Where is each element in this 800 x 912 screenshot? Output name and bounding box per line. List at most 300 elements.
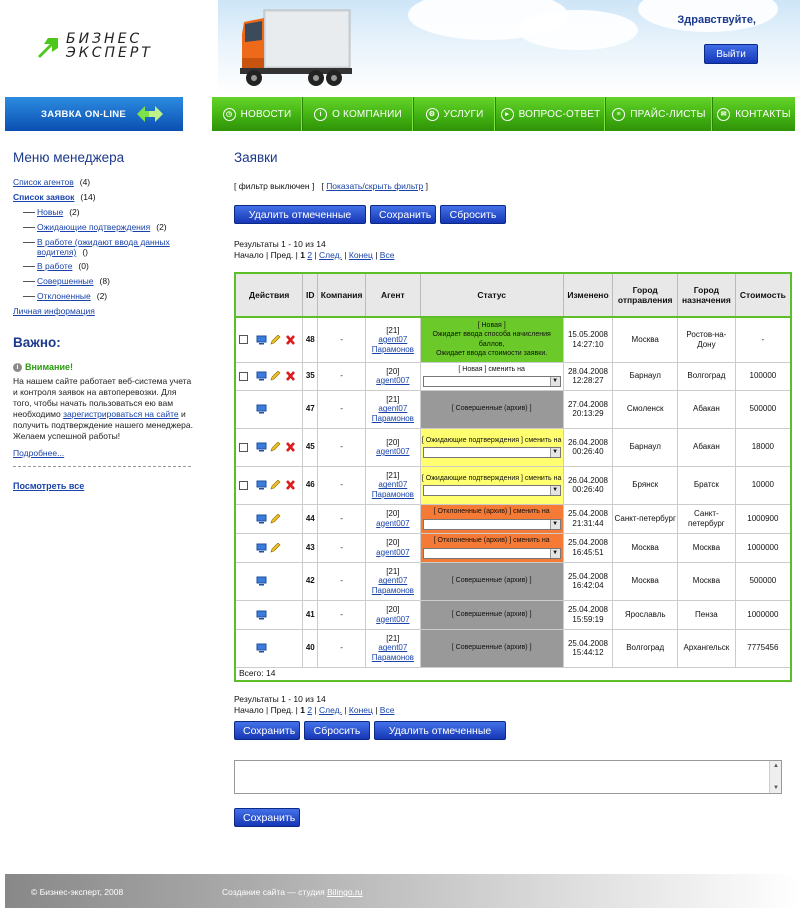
row-actions [235, 390, 303, 428]
edit-icon[interactable] [270, 442, 281, 452]
pager-end[interactable]: Конец [348, 705, 373, 715]
agent-number: [20] [386, 538, 400, 547]
nav-item-prices[interactable] [606, 97, 713, 131]
nav-label: О КОМПАНИИ [332, 108, 402, 120]
changed-time: 21:31:44 [572, 518, 604, 528]
pager-page-2[interactable]: 2 [307, 250, 313, 260]
sidebar-link-completed[interactable]: Совершенные [37, 276, 94, 286]
table-row [235, 428, 791, 466]
main-content [234, 150, 792, 824]
row-to: Ростов-на-Дону [678, 317, 736, 362]
pager-start: Начало [234, 250, 264, 260]
edit-icon[interactable] [270, 514, 281, 524]
delete-icon[interactable] [285, 335, 296, 345]
view-icon[interactable] [256, 404, 267, 414]
pager-end[interactable]: Конец [348, 250, 373, 260]
info-icon: i [314, 108, 327, 121]
header-changed: Изменено [563, 273, 613, 317]
sidebar-link-personal[interactable]: Личная информация [13, 306, 95, 316]
logo-arrow-icon [34, 34, 60, 60]
reset-button[interactable]: Сбросить [440, 205, 506, 224]
header-status: Статус [420, 273, 563, 317]
status-label: [ Совершенные (архив) ] [451, 405, 532, 413]
row-agent [366, 533, 421, 562]
agent-number: [21] [386, 633, 400, 643]
save-comment-button[interactable]: Сохранить [234, 808, 300, 827]
row-changed [563, 390, 613, 428]
row-cost: 10000 [735, 466, 791, 504]
agent-name-link[interactable]: Парамонов [371, 652, 414, 662]
header-company: Компания [318, 273, 366, 317]
row-id: 43 [303, 533, 318, 562]
table-row [235, 466, 791, 504]
chevron-down-icon: ▼ [550, 549, 560, 558]
agent-number: [21] [386, 325, 400, 335]
sidebar-count: (2) [69, 207, 80, 217]
changed-time: 16:42:04 [572, 581, 604, 590]
row-to: Абакан [678, 390, 736, 428]
edit-icon[interactable] [270, 480, 281, 490]
save-button[interactable]: Сохранить [370, 205, 436, 224]
total-count: Всего: 14 [235, 667, 791, 681]
row-changed [563, 362, 613, 390]
row-cost: - [735, 317, 791, 362]
row-changed [563, 317, 613, 362]
edit-icon[interactable] [270, 371, 281, 381]
agent-link[interactable]: agent07 [378, 643, 408, 653]
table-row [235, 504, 791, 533]
row-from: Смоленск [613, 390, 678, 428]
changed-time: 00:26:40 [572, 447, 604, 456]
row-agent [366, 390, 421, 428]
changed-date: 25.04.2008 [567, 509, 608, 518]
changed-time: 14:27:10 [572, 339, 604, 349]
made-by-text: Создание сайта — студия [222, 887, 325, 897]
agent-number: [20] [386, 509, 400, 518]
view-icon[interactable] [256, 442, 267, 452]
agent-name-link[interactable]: Парамонов [371, 585, 414, 595]
info-icon: i [13, 363, 22, 372]
table-row [235, 317, 791, 362]
row-company: - [318, 533, 366, 562]
header-from: Город отправления [613, 273, 678, 317]
view-icon[interactable] [256, 543, 267, 553]
row-from: Барнаул [613, 362, 678, 390]
row-company: - [318, 562, 366, 600]
important-title: Важно: [13, 335, 61, 350]
table-header-row [235, 273, 791, 317]
row-id: 35 [303, 362, 318, 390]
made-by [222, 887, 363, 897]
pager-page-2[interactable]: 2 [307, 705, 313, 715]
nav-item-contacts[interactable] [713, 97, 795, 131]
row-agent [366, 504, 421, 533]
main-nav [212, 97, 795, 131]
agent-link[interactable]: agent007 [376, 518, 410, 528]
row-changed [563, 466, 613, 504]
row-changed [563, 562, 613, 600]
studio-link[interactable]: Bilingo.ru [327, 887, 363, 897]
changed-date: 27.04.2008 [567, 399, 608, 409]
row-status [420, 562, 563, 600]
row-to: Братск [678, 466, 736, 504]
table-row [235, 562, 791, 600]
table-row [235, 390, 791, 428]
results-block-bottom [234, 694, 394, 716]
pager-next[interactable]: След. [318, 705, 342, 715]
view-icon[interactable] [256, 576, 267, 586]
attention-text: Внимание! [25, 362, 73, 372]
order-online-label: ЗАЯВКА ON-LINE [41, 109, 127, 120]
row-from: Москва [613, 317, 678, 362]
view-icon[interactable] [256, 371, 267, 381]
row-to: Москва [678, 562, 736, 600]
notice-part1: На нашем сайте работает веб-система учета и контроля заявок на автоперевозки. Для того, чтобы начать пользоваться ею вам необходимо [13, 376, 192, 419]
row-cost: 500000 [735, 390, 791, 428]
row-to: Пенза [678, 600, 736, 629]
sidebar-count: (8) [99, 276, 110, 286]
results-block-top [234, 239, 394, 261]
mail-icon: ✉ [717, 108, 730, 121]
status-label: [ Ожидающие подтверждения ] сменить на [421, 474, 562, 482]
view-all-link[interactable]: Посмотреть все [13, 481, 85, 491]
sidebar-title: Меню менеджера [13, 150, 125, 165]
changed-date: 26.04.2008 [567, 437, 608, 447]
row-agent [366, 629, 421, 667]
sidebar-link-agents[interactable]: Список агентов [13, 177, 74, 187]
nav-label: УСЛУГИ [443, 108, 484, 120]
pager-start: Начало [234, 705, 264, 715]
save-button[interactable]: Сохранить [234, 721, 300, 740]
nav-label: КОНТАКТЫ [735, 108, 791, 120]
row-from: Санкт-петербург [613, 504, 678, 533]
nav-item-news[interactable] [212, 97, 303, 131]
agent-name-link[interactable]: Парамонов [371, 344, 414, 354]
attention-label [13, 362, 193, 372]
status-label: [ Совершенные (архив) ] [451, 644, 532, 652]
status-select[interactable] [423, 519, 561, 530]
status-select[interactable] [423, 548, 561, 559]
filter-bracket-close: ] [425, 181, 429, 191]
row-agent [366, 600, 421, 629]
row-changed [563, 504, 613, 533]
changed-time: 00:26:40 [572, 485, 604, 494]
status-label: [ Отклоненные (архив) ] сменить на [433, 537, 550, 545]
row-from: Барнаул [613, 428, 678, 466]
reset-button[interactable]: Сбросить [304, 721, 370, 740]
row-changed [563, 428, 613, 466]
row-agent [366, 466, 421, 504]
row-to: Санкт-петербург [678, 504, 736, 533]
row-actions [235, 466, 303, 504]
footer [5, 874, 800, 908]
delete-icon[interactable] [285, 480, 296, 490]
view-icon[interactable] [256, 514, 267, 524]
notice-text [13, 376, 193, 442]
row-cost: 18000 [735, 428, 791, 466]
delete-icon[interactable] [285, 442, 296, 452]
changed-date: 26.04.2008 [567, 475, 608, 485]
status-label: [ Ожидающие подтверждения ] сменить на [421, 436, 562, 444]
nav-label: НОВОСТИ [240, 108, 292, 120]
greeting-text: Здравствуйте, [677, 14, 756, 26]
pager: Начало | Пред. | 1 2 | След. | Конец | Все [234, 705, 395, 715]
gear-icon: ⚙ [426, 108, 439, 121]
table-row [235, 629, 791, 667]
row-status [420, 362, 563, 390]
row-cost: 1000000 [735, 533, 791, 562]
logout-button[interactable]: Выйти [704, 44, 758, 64]
sidebar-count: (4) [79, 177, 91, 187]
order-online-button[interactable] [5, 97, 183, 131]
row-checkbox[interactable] [239, 443, 248, 452]
row-status [420, 390, 563, 428]
table-row [235, 533, 791, 562]
nav-item-faq[interactable] [496, 97, 606, 131]
pager-prev: Пред. [270, 250, 294, 260]
arrows-icon [135, 102, 165, 126]
view-icon[interactable] [256, 610, 267, 620]
sidebar-link-new[interactable]: Новые [37, 207, 64, 217]
play-icon: ▸ [501, 108, 514, 121]
sidebar-count: (14) [80, 192, 96, 202]
status-note: Ожидает ввода способа начисления баллов, [432, 331, 551, 348]
bottom-actions [234, 721, 506, 740]
row-id: 46 [303, 466, 318, 504]
row-company: - [318, 317, 366, 362]
logo-line2: ЭКСПЕРТ [66, 45, 153, 61]
changed-time: 12:28:27 [572, 376, 604, 385]
status-label: [ Новая ] [477, 321, 506, 329]
top-actions [234, 205, 506, 224]
table-total-row [235, 667, 791, 681]
changed-time: 16:45:51 [572, 547, 604, 557]
scroll-down-icon[interactable]: ▼ [773, 785, 779, 791]
sidebar-count: (2) [156, 222, 167, 232]
agent-name-link[interactable]: Парамонов [371, 413, 414, 423]
row-actions [235, 362, 303, 390]
row-id: 41 [303, 600, 318, 629]
clock-icon: ◷ [223, 108, 236, 121]
row-cost: 1000900 [735, 504, 791, 533]
row-id: 45 [303, 428, 318, 466]
status-select[interactable] [423, 447, 561, 458]
sidebar-count: (0) [78, 261, 89, 271]
sidebar-count: (2) [96, 291, 108, 301]
row-status [420, 533, 563, 562]
row-id: 47 [303, 390, 318, 428]
truck-image [236, 6, 356, 92]
filter-bracket-open: [ [321, 181, 324, 191]
results-count: Результаты 1 - 10 из 14 [234, 239, 326, 249]
row-company: - [318, 504, 366, 533]
agent-number: [21] [386, 470, 400, 480]
changed-date: 28.04.2008 [567, 366, 608, 376]
delete-selected-button[interactable]: Удалить отмеченные [374, 721, 506, 740]
results-count: Результаты 1 - 10 из 14 [234, 694, 326, 704]
sidebar-link-in-work-driver[interactable]: В работе (ожидают ввода данных водителя) [37, 237, 170, 257]
pager-next[interactable]: След. [318, 250, 342, 260]
list-icon: ≡ [612, 108, 625, 121]
row-company: - [318, 428, 366, 466]
more-link[interactable]: Подробнее... [13, 448, 65, 458]
row-id: 40 [303, 629, 318, 667]
row-changed [563, 600, 613, 629]
chevron-down-icon: ▼ [550, 448, 560, 457]
header-cost: Стоимость [735, 273, 791, 317]
row-to: Абакан [678, 428, 736, 466]
row-to: Архангельск [678, 629, 736, 667]
chevron-down-icon: ▼ [550, 486, 560, 495]
copyright: © Бизнес-эксперт, 2008 [31, 887, 124, 897]
row-company: - [318, 600, 366, 629]
changed-date: 25.04.2008 [567, 638, 608, 648]
row-from: Москва [613, 533, 678, 562]
status-label: [ Новая ] сменить на [458, 365, 525, 373]
header-agent: Агент [366, 273, 421, 317]
agent-link[interactable]: agent07 [378, 335, 408, 344]
nav-label: ПРАЙС-ЛИСТЫ [630, 108, 706, 120]
comment-scrollbar[interactable] [769, 761, 781, 793]
view-icon[interactable] [256, 643, 267, 653]
row-company: - [318, 466, 366, 504]
sidebar-link-rejected[interactable]: Отклоненные [37, 291, 91, 301]
edit-icon[interactable] [270, 335, 281, 345]
agent-link[interactable]: agent07 [378, 404, 408, 414]
row-checkbox[interactable] [239, 481, 248, 490]
agent-number: [21] [386, 566, 400, 576]
sidebar-divider [13, 466, 191, 467]
status-label: [ Совершенные (архив) ] [451, 577, 532, 585]
row-changed [563, 629, 613, 667]
row-from: Волгоград [613, 629, 678, 667]
sidebar-link-orders[interactable]: Список заявок [13, 192, 75, 202]
comment-actions [234, 808, 300, 827]
filter-state: [ фильтр выключен ] [234, 181, 315, 191]
row-cost: 500000 [735, 562, 791, 600]
delete-selected-button[interactable]: Удалить отмеченные [234, 205, 366, 224]
row-to: Волгоград [678, 362, 736, 390]
delete-icon[interactable] [285, 371, 296, 381]
sidebar-link-in-work[interactable]: В работе [37, 261, 73, 271]
status-select[interactable] [423, 485, 561, 496]
header-actions: Действия [235, 273, 303, 317]
pager-all[interactable]: Все [379, 705, 395, 715]
pager-current: 1 [300, 250, 305, 260]
agent-number: [20] [386, 605, 400, 614]
row-cost: 1000000 [735, 600, 791, 629]
filter-line [234, 181, 428, 191]
row-agent [366, 428, 421, 466]
chevron-down-icon: ▼ [550, 520, 560, 529]
row-status [420, 600, 563, 629]
row-company: - [318, 390, 366, 428]
agent-link[interactable]: agent07 [378, 576, 408, 586]
row-id: 42 [303, 562, 318, 600]
agent-link[interactable]: agent007 [376, 376, 410, 385]
changed-time: 15:59:19 [572, 614, 604, 624]
agent-link[interactable]: agent007 [376, 614, 410, 624]
status-select[interactable] [423, 376, 561, 387]
row-actions [235, 562, 303, 600]
row-status [420, 629, 563, 667]
changed-date: 25.04.2008 [567, 538, 608, 547]
header-to: Город назначения [678, 273, 736, 317]
nav-item-about[interactable] [303, 97, 414, 131]
changed-date: 15.05.2008 [567, 330, 608, 340]
row-status [420, 317, 563, 362]
orders-table [234, 272, 792, 682]
row-cost: 7775456 [735, 629, 791, 667]
row-actions [235, 629, 303, 667]
view-icon[interactable] [256, 480, 267, 490]
row-actions [235, 317, 303, 362]
row-status [420, 466, 563, 504]
row-company: - [318, 362, 366, 390]
nav-label: ВОПРОС-ОТВЕТ [518, 108, 601, 120]
view-icon[interactable] [256, 335, 267, 345]
agent-link[interactable]: agent007 [376, 447, 410, 456]
row-from: Брянск [613, 466, 678, 504]
pager: Начало | Пред. | 1 2 | След. | Конец | Все [234, 250, 395, 260]
row-from: Москва [613, 562, 678, 600]
row-agent [366, 562, 421, 600]
edit-icon[interactable] [270, 543, 281, 553]
changed-time: 20:13:29 [572, 409, 604, 418]
sidebar [13, 150, 193, 491]
pager-prev: Пред. [270, 705, 294, 715]
comment-textarea[interactable] [234, 760, 782, 794]
agent-name-link[interactable]: Парамонов [371, 489, 414, 499]
scroll-up-icon[interactable]: ▲ [773, 763, 779, 769]
toggle-filter-link[interactable]: Показать/скрыть фильтр [326, 181, 424, 191]
page-title: Заявки [234, 150, 278, 165]
status-note: Ожидает ввода стоимости заявки. [436, 350, 548, 358]
header-id: ID [303, 273, 318, 317]
row-status [420, 504, 563, 533]
logo[interactable] [34, 32, 174, 64]
row-agent [366, 362, 421, 390]
row-actions [235, 533, 303, 562]
row-to: Москва [678, 533, 736, 562]
row-checkbox[interactable] [239, 335, 248, 344]
row-from: Ярославль [613, 600, 678, 629]
changed-time: 15:44:12 [572, 648, 604, 657]
logo-line1: БИЗНЕС [66, 31, 143, 47]
row-actions [235, 504, 303, 533]
row-id: 48 [303, 317, 318, 362]
agent-link[interactable]: agent007 [376, 547, 410, 557]
row-cost: 100000 [735, 362, 791, 390]
nav-item-services[interactable] [414, 97, 496, 131]
row-company: - [318, 629, 366, 667]
table-row [235, 362, 791, 390]
pager-current: 1 [300, 705, 305, 715]
row-actions [235, 600, 303, 629]
agent-number: [20] [386, 437, 400, 447]
row-status [420, 428, 563, 466]
register-link[interactable]: зарегистрироваться на сайте [63, 409, 179, 419]
row-checkbox[interactable] [239, 372, 248, 381]
agent-number: [21] [386, 394, 400, 404]
sidebar-link-waiting[interactable]: Ожидающие подтверждения [37, 222, 151, 232]
changed-date: 25.04.2008 [567, 605, 608, 614]
agent-link[interactable]: agent07 [378, 480, 408, 490]
changed-date: 25.04.2008 [567, 571, 608, 581]
row-changed [563, 533, 613, 562]
pager-all[interactable]: Все [379, 250, 395, 260]
chevron-down-icon: ▼ [550, 377, 560, 386]
